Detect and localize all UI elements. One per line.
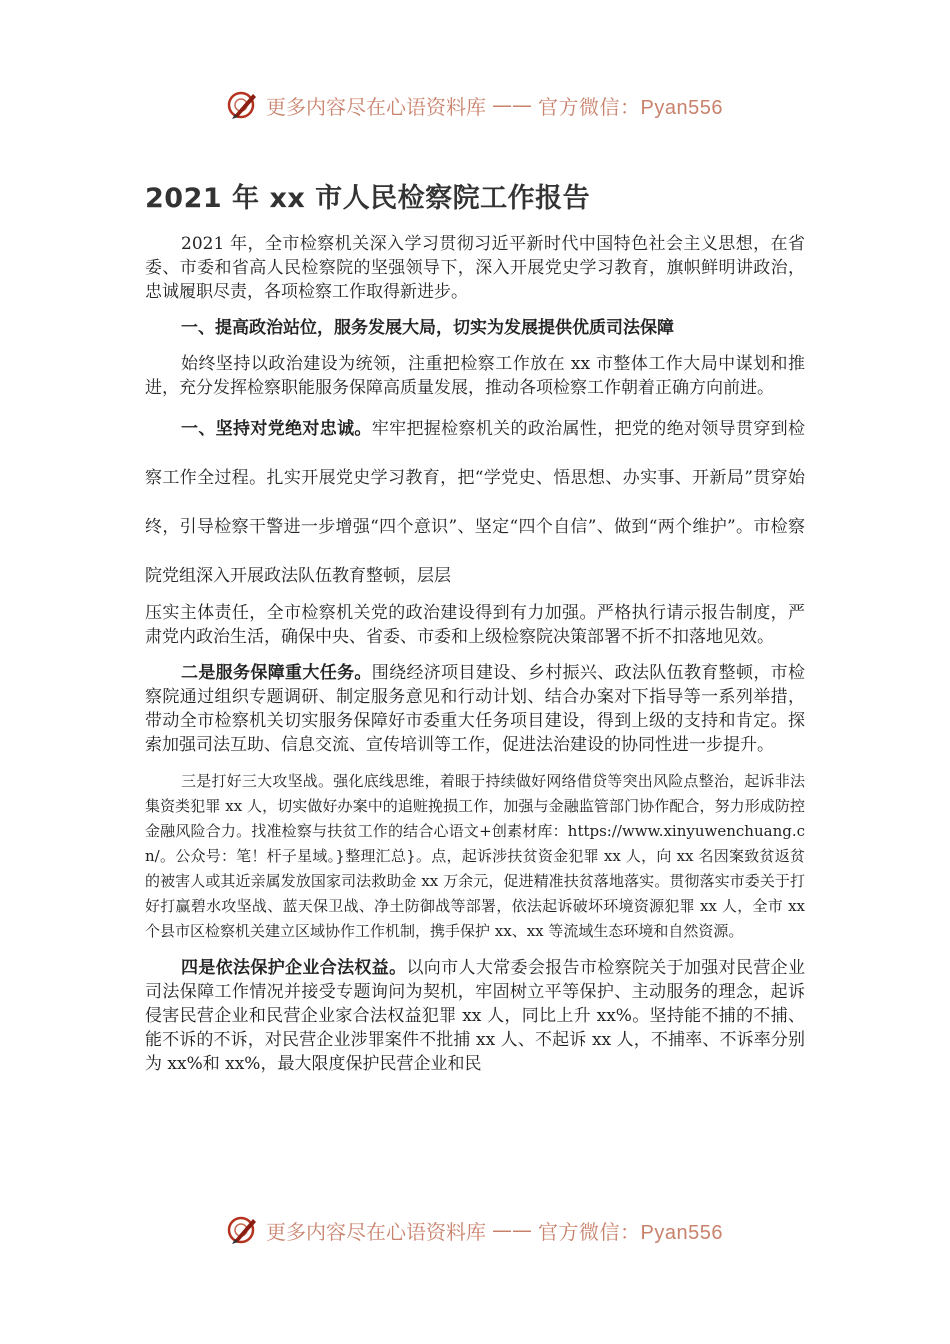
intro-paragraph: 2021 年，全市检察机关深入学习贯彻习近平新时代中国特色社会主义思想，在省委、市委和省高人民检察院的坚强领导下，深入开展党史学习教育，旗帜鲜明讲政治，忠诚履职尽责，各项检察工作取得新进步。: [145, 234, 805, 302]
document-body: [145, 232, 805, 1076]
item1-paragraph: [145, 405, 805, 601]
banner-wechat: 官方微信：Pyan556: [538, 96, 723, 119]
item2-paragraph: [145, 661, 805, 757]
item3-paragraph: 三是打好三大攻坚战。强化底线思维，着眼于持续做好网络借贷等突出风险点整治，起诉非法集资类犯罪 xx 人，切实做好办案中的追赃挽损工作，加强与金融监管部门协作配合，努力形成防控金融风险合力。找准检察与扶贫工作的结合心语文+创素材库：https://www.xinyuwenchuang.cn/。公众号：笔！杆子星域。}整理汇总}。点，起诉涉扶贫资金犯罪 xx 人，向 xx 名因案致贫返贫的被害人或其近亲属发放国家司法救助金 xx 万余元，促进精准扶贫落地落实。贯彻落实市委关于打好打赢碧水攻坚战、蓝天保卫战、净土防御战等部署，依法起诉破坏环境资源犯罪 xx 人，全市 xx 个县市区检察机关建立区域协作工作机制，携手保护 xx、xx 等流域生态环境和自然资源。: [145, 772, 805, 940]
pen-logo-icon: [226, 1213, 260, 1247]
banner-dash: ——: [492, 93, 532, 117]
item4-lead: 四是依法保护企业合法权益。: [181, 958, 407, 978]
section1-paragraph: 始终坚持以政治建设为统领，注重把检察工作放在 xx 市整体工作大局中谋划和推进，充分发挥检察职能服务保障高质量发展，推动各项检察工作朝着正确方向前进。: [145, 354, 805, 398]
item1-text-spaced: 牢牢把握检察机关的政治属性，把党的绝对领导贯穿到检察工作全过程。扎实开展党史学习教育，把“学党史、悟思想、办实事、开新局”贯穿始终，引导检察干警进一步增强“四个意识”、坚定“四个自信”、做到“两个维护”。市检察院党组深入开展政法队伍教育整顿，层层: [145, 419, 806, 586]
banner-text: 更多内容尽在心语资料库: [266, 94, 486, 119]
item2-lead: 二是服务保障重大任务。: [181, 663, 372, 683]
item1-continued: 压实主体责任，全市检察机关党的政治建设得到有力加强。严格执行请示报告制度，严肃党内政治生活，确保中央、省委、市委和上级检察院决策部署不折不扣落地见效。: [145, 603, 805, 647]
header-banner: [226, 88, 723, 122]
item4-paragraph: [145, 956, 805, 1076]
item1-lead: 一、坚持对党绝对忠诚。: [181, 419, 372, 439]
banner-text: 更多内容尽在心语资料库: [266, 1219, 486, 1244]
section1-heading: 一、提高政治站位，服务发展大局，切实为发展提供优质司法保障: [181, 318, 674, 338]
pen-logo-icon: [226, 88, 260, 122]
item4-text: 以向市人大常委会报告市检察院关于加强对民营企业司法保障工作情况并接受专题询问为契机，牢固树立平等保护、主动服务的理念，起诉侵害民营企业和民营企业家合法权益犯罪 xx 人，同比上升 xx%。坚持能不捕的不捕、能不诉的不诉，对民营企业涉罪案件不批捕 xx 人、不起诉 xx 人，不捕率、不诉率分别为 xx%和 xx%，最大限度保护民营企业和民: [145, 958, 806, 1074]
document-title: 2021 年 xx 市人民检察院工作报告: [145, 183, 591, 214]
banner-wechat: 官方微信：Pyan556: [538, 1221, 723, 1244]
banner-dash: ——: [492, 1218, 532, 1242]
footer-banner: [226, 1213, 723, 1247]
item2-text: 围绕经济项目建设、乡村振兴、政法队伍教育整顿，市检察院通过组织专题调研、制定服务意见和行动计划、结合办案对下指导等一系列举措，带动全市检察机关切实服务保障好市委重大任务项目建设，得到上级的支持和肯定。探索加强司法互助、信息交流、宣传培训等工作，促进法治建设的协同性进一步提升。: [145, 663, 806, 755]
